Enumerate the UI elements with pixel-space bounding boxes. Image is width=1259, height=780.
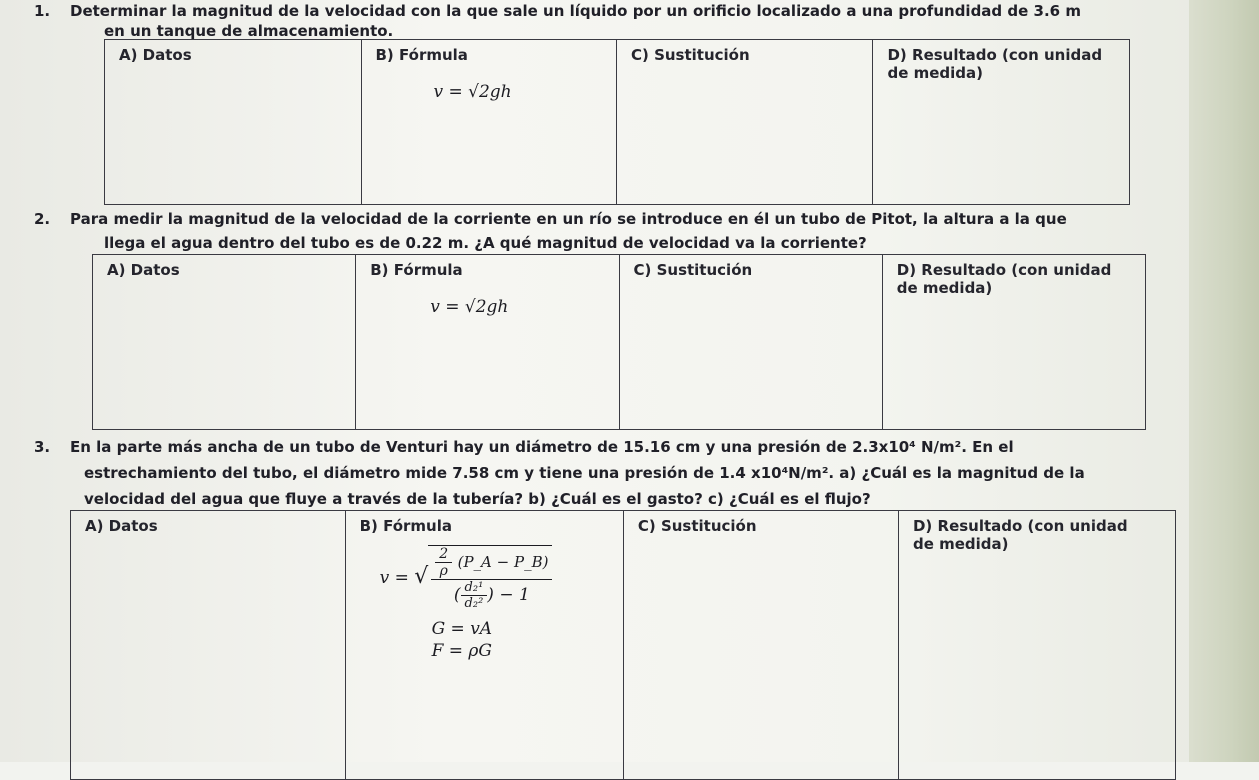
- q1-label-sustitucion: C) Sustitución: [630, 46, 750, 64]
- q2-formula: v = √2gh: [430, 297, 509, 317]
- q3-label-resultado-2: de medida): [912, 535, 1009, 553]
- q3-formula-velocity: [360, 545, 609, 611]
- question-1-text-1: Determinar la magnitud de la velocidad con la que sale un líquido por un orificio localizado a una profundidad de 3.6 m: [70, 2, 1081, 20]
- q2-cell-resultado[interactable]: [882, 255, 1145, 430]
- q3-diameter-bottom: d₂²: [464, 596, 484, 611]
- q1-cell-resultado[interactable]: [873, 40, 1130, 205]
- q3-diameter-top: d₂¹: [461, 580, 488, 596]
- q2-label-formula: B) Fórmula: [370, 261, 463, 279]
- q1-label-formula: B) Fórmula: [375, 46, 468, 64]
- question-3-line-1: [34, 436, 1014, 458]
- q3-main-denominator: ( $\frac{\text{d₂¹}}{\text{d₂²}}$ ) − 1: [453, 580, 530, 611]
- q1-label-resultado-1: D) Resultado (con unidad: [887, 46, 1103, 64]
- q3-pressure-diff: (P_A − P_B): [457, 553, 549, 571]
- q3-formula-v-lhs: v =: [379, 568, 409, 588]
- q2-label-sustitucion: C) Sustitución: [633, 261, 753, 279]
- question-2-text-1: Para medir la magnitud de la velocidad de la corriente en un río se introduce en él un tubo de Pitot, la altura a la que: [70, 210, 1067, 228]
- q3-cell-resultado[interactable]: [898, 511, 1175, 780]
- question-3-table: [70, 510, 1176, 780]
- q3-formula-gasto: G = vA: [431, 619, 493, 639]
- q2-label-resultado-2: de medida): [896, 279, 993, 297]
- q3-formula-flujo: F = ρG: [431, 641, 492, 661]
- q1-formula: v = √2gh: [433, 82, 512, 102]
- q3-diameter-fraction: [461, 580, 488, 611]
- question-3-line-2: estrechamiento del tubo, el diámetro mide 7.58 cm y tiene una presión de 1.4 x10⁴N/m². a) ¿Cuál es la magnitud de la: [84, 464, 1085, 482]
- q1-label-datos: A) Datos: [119, 46, 192, 64]
- q3-coef-fraction: [435, 546, 452, 579]
- question-2-line-1: [34, 208, 1067, 230]
- q3-minus-one: − 1: [499, 585, 530, 605]
- question-1-table: [104, 39, 1130, 205]
- q1-cell-datos[interactable]: [105, 40, 362, 205]
- desk-edge: [1189, 0, 1259, 762]
- question-1-line-2: en un tanque de almacenamiento.: [104, 22, 394, 40]
- question-3-line-3: velocidad del agua que fluye a través de la tubería? b) ¿Cuál es el gasto? c) ¿Cuál es el flujo?: [84, 490, 871, 508]
- question-2-number: 2.: [34, 210, 51, 228]
- q1-label-resultado-2: de medida): [887, 64, 984, 82]
- q3-cell-formula[interactable]: [345, 511, 623, 780]
- q3-coef-bottom: ρ: [439, 563, 448, 579]
- q1-cell-formula[interactable]: [361, 40, 616, 205]
- q2-cell-datos[interactable]: [93, 255, 356, 430]
- q3-radical-body: [428, 545, 552, 611]
- question-1-line-1: [34, 0, 1081, 22]
- question-3-number: 3.: [34, 438, 51, 456]
- q3-main-fraction: [431, 546, 552, 611]
- q2-cell-sustitucion[interactable]: [619, 255, 882, 430]
- q3-radical-sign: √: [414, 564, 429, 589]
- question-2-table: [92, 254, 1146, 430]
- q3-label-sustitucion: C) Sustitución: [637, 517, 757, 535]
- q1-cell-sustitucion[interactable]: [616, 40, 873, 205]
- question-3-text-1: En la parte más ancha de un tubo de Venturi hay un diámetro de 15.16 cm y una presión de 2.3x10⁴ N/m². En el: [70, 438, 1014, 456]
- q3-main-numerator: [431, 546, 552, 580]
- question-2-line-2: llega el agua dentro del tubo es de 0.22 m. ¿A qué magnitud de velocidad va la corriente?: [104, 234, 867, 252]
- q3-label-datos: A) Datos: [85, 517, 158, 535]
- question-1-number: 1.: [34, 2, 51, 20]
- q2-cell-formula[interactable]: [356, 255, 619, 430]
- q2-label-resultado-1: D) Resultado (con unidad: [896, 261, 1112, 279]
- q3-label-formula: B) Fórmula: [359, 517, 452, 535]
- q3-coef-top: 2: [435, 546, 452, 563]
- q3-cell-sustitucion[interactable]: [623, 511, 898, 780]
- q2-label-datos: A) Datos: [107, 261, 180, 279]
- q3-cell-datos[interactable]: [71, 511, 346, 780]
- q3-label-resultado-1: D) Resultado (con unidad: [912, 517, 1128, 535]
